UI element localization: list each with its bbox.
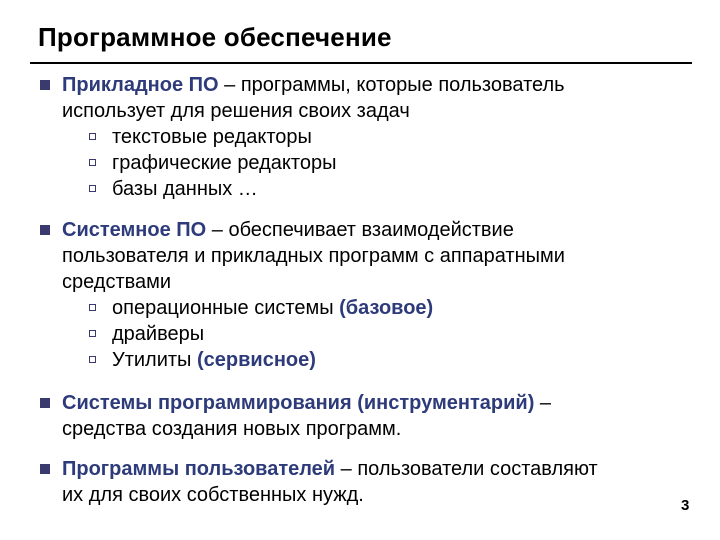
page-number: 3 (681, 497, 690, 514)
section-system-software (40, 217, 680, 373)
bullet-line (40, 72, 680, 98)
section-term: Программы пользователей (62, 458, 336, 480)
sub-item (40, 176, 680, 202)
slide-title: Программное обеспечение (38, 22, 392, 52)
hollow-square-bullet-icon (89, 304, 96, 311)
sub-item (40, 295, 680, 321)
sub-item-accent: (сервисное) (196, 349, 316, 371)
section-continuation: пользователя и прикладных программ с аппаратными (62, 245, 565, 267)
section-user-programs (40, 456, 680, 508)
section-text: – программы, которые пользователь (218, 74, 565, 96)
sub-item-accent: (базовое) (339, 297, 434, 319)
square-bullet-icon (40, 80, 50, 90)
section-application-software (40, 72, 680, 202)
section-continuation: средствами (62, 271, 172, 293)
bullet-line (40, 217, 680, 243)
section-continuation: средства создания новых программ. (62, 418, 402, 440)
section-term: Системное ПО (62, 219, 207, 241)
section-continuation: использует для решения своих задач (62, 100, 410, 122)
square-bullet-icon (40, 225, 50, 235)
bullet-line (40, 456, 680, 482)
section-text: – пользователи составляют (335, 458, 598, 480)
title-divider (30, 62, 692, 64)
section-term: Прикладное ПО (62, 74, 219, 96)
section-continuation: их для своих собственных нужд. (62, 484, 364, 506)
square-bullet-icon (40, 464, 50, 474)
hollow-square-bullet-icon (89, 133, 96, 140)
sub-item-text: базы данных … (112, 178, 258, 200)
sub-item (40, 150, 680, 176)
sub-item-text: графические редакторы (112, 152, 337, 174)
bullet-line (40, 390, 680, 416)
hollow-square-bullet-icon (89, 330, 96, 337)
sub-item (40, 321, 680, 347)
section-text: – (534, 392, 552, 414)
sub-item-text: текстовые редакторы (112, 126, 312, 148)
section-programming-systems (40, 390, 680, 442)
sub-item (40, 124, 680, 150)
sub-item (40, 347, 680, 373)
hollow-square-bullet-icon (89, 185, 96, 192)
sub-item-text: драйверы (112, 323, 205, 345)
hollow-square-bullet-icon (89, 356, 96, 363)
section-term: Системы программирования (инструментарий) (62, 392, 535, 414)
sub-item-text: операционные системы (112, 297, 340, 319)
hollow-square-bullet-icon (89, 159, 96, 166)
square-bullet-icon (40, 398, 50, 408)
section-text: – обеспечивает взаимодействие (206, 219, 514, 241)
sub-item-text: Утилиты (112, 349, 197, 371)
